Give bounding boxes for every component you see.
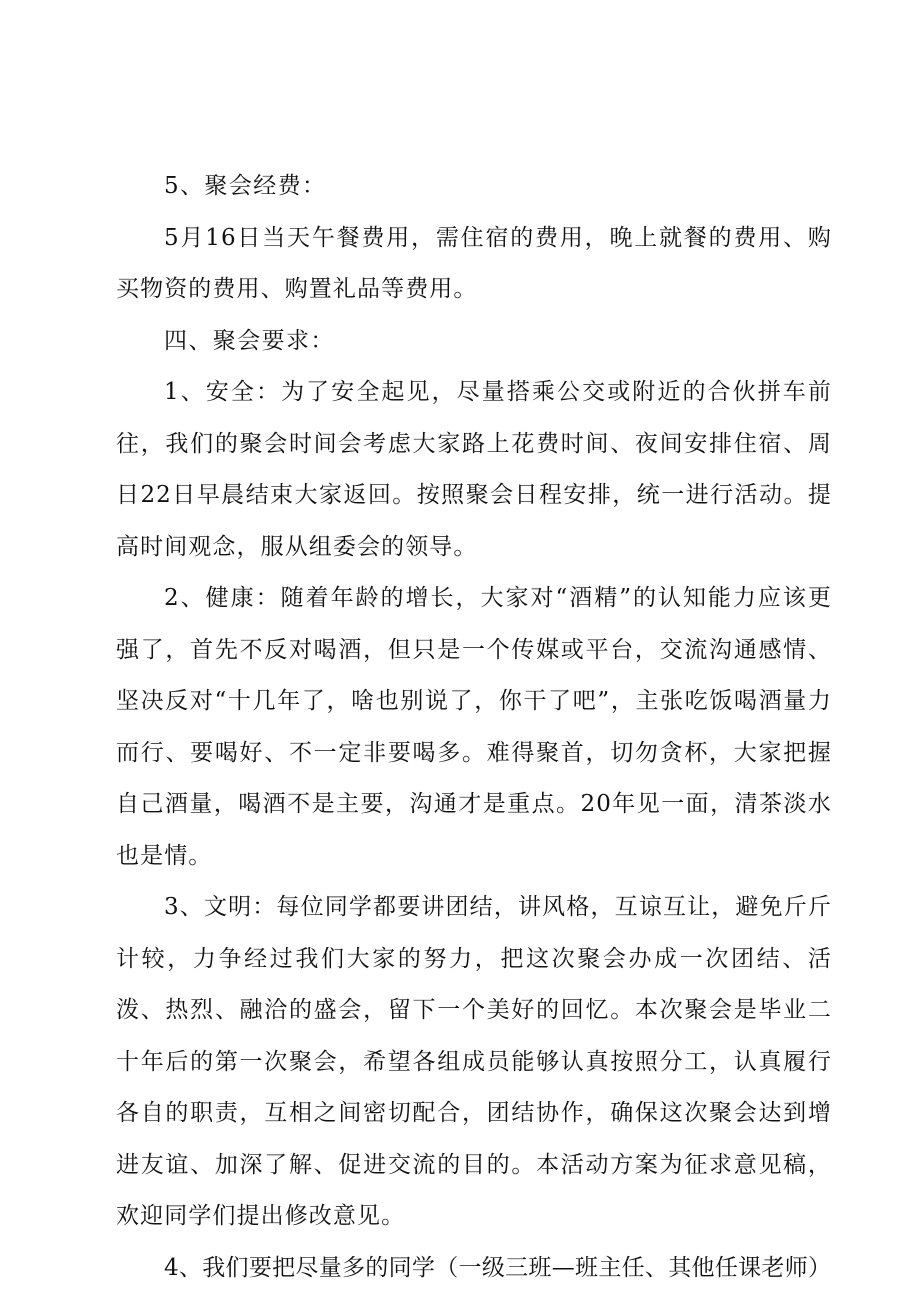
section-heading-requirements: 四、聚会要求：: [164, 327, 335, 354]
section-heading-budget: 5、聚会经费：: [164, 173, 327, 199]
document-body: [116, 161, 832, 1294]
paragraph-civility: 3、文明：每位同学都要讲团结，讲风格，互谅互让，避免斤斤计较，力争经过我们大家的努力，把这次聚会办成一次团结、活泼、热烈、融洽的盛会，留下一个美好的回忆。本次聚会是毕业二十年后的第一次聚会，希望各组成员能够认真按照分工，认真履行各自的职责，互相之间密切配合，团结协作，确保这次聚会达到增进友谊、加深了解、促进交流的目的。本活动方案为征求意见稿，欢迎同学们提出修改意见。: [116, 894, 832, 1229]
paragraph-health: 2、健康：随着年龄的增长，大家对“酒精”的认知能力应该更强了，首先不反对喝酒，但只是一个传媒或平台，交流沟通感情、坚决反对“十几年了，啥也别说了，你干了吧”，主张吃饭喝酒量力而行、要喝好、不一定非要喝多。难得聚首，切勿贪杯，大家把握自己酒量，喝酒不是主要，沟通才是重点。20年见一面，清茶淡水也是情。: [116, 585, 832, 869]
paragraph-invite-classmates: 4、我们要把尽量多的同学（一级三班—班主任、其他任课老师）: [164, 1254, 832, 1281]
paragraph-budget-details: 5月16日当天午餐费用，需住宿的费用，晚上就餐的费用、购买物资的费用、购置礼品等费用。: [116, 224, 832, 302]
paragraph-safety: 1、安全：为了安全起见，尽量搭乘公交或附近的合伙拼车前往，我们的聚会时间会考虑大家路上花费时间、夜间安排住宿、周日22日早晨结束大家返回。按照聚会日程安排，统一进行活动。提高时间观念，服从组委会的领导。: [116, 379, 832, 560]
